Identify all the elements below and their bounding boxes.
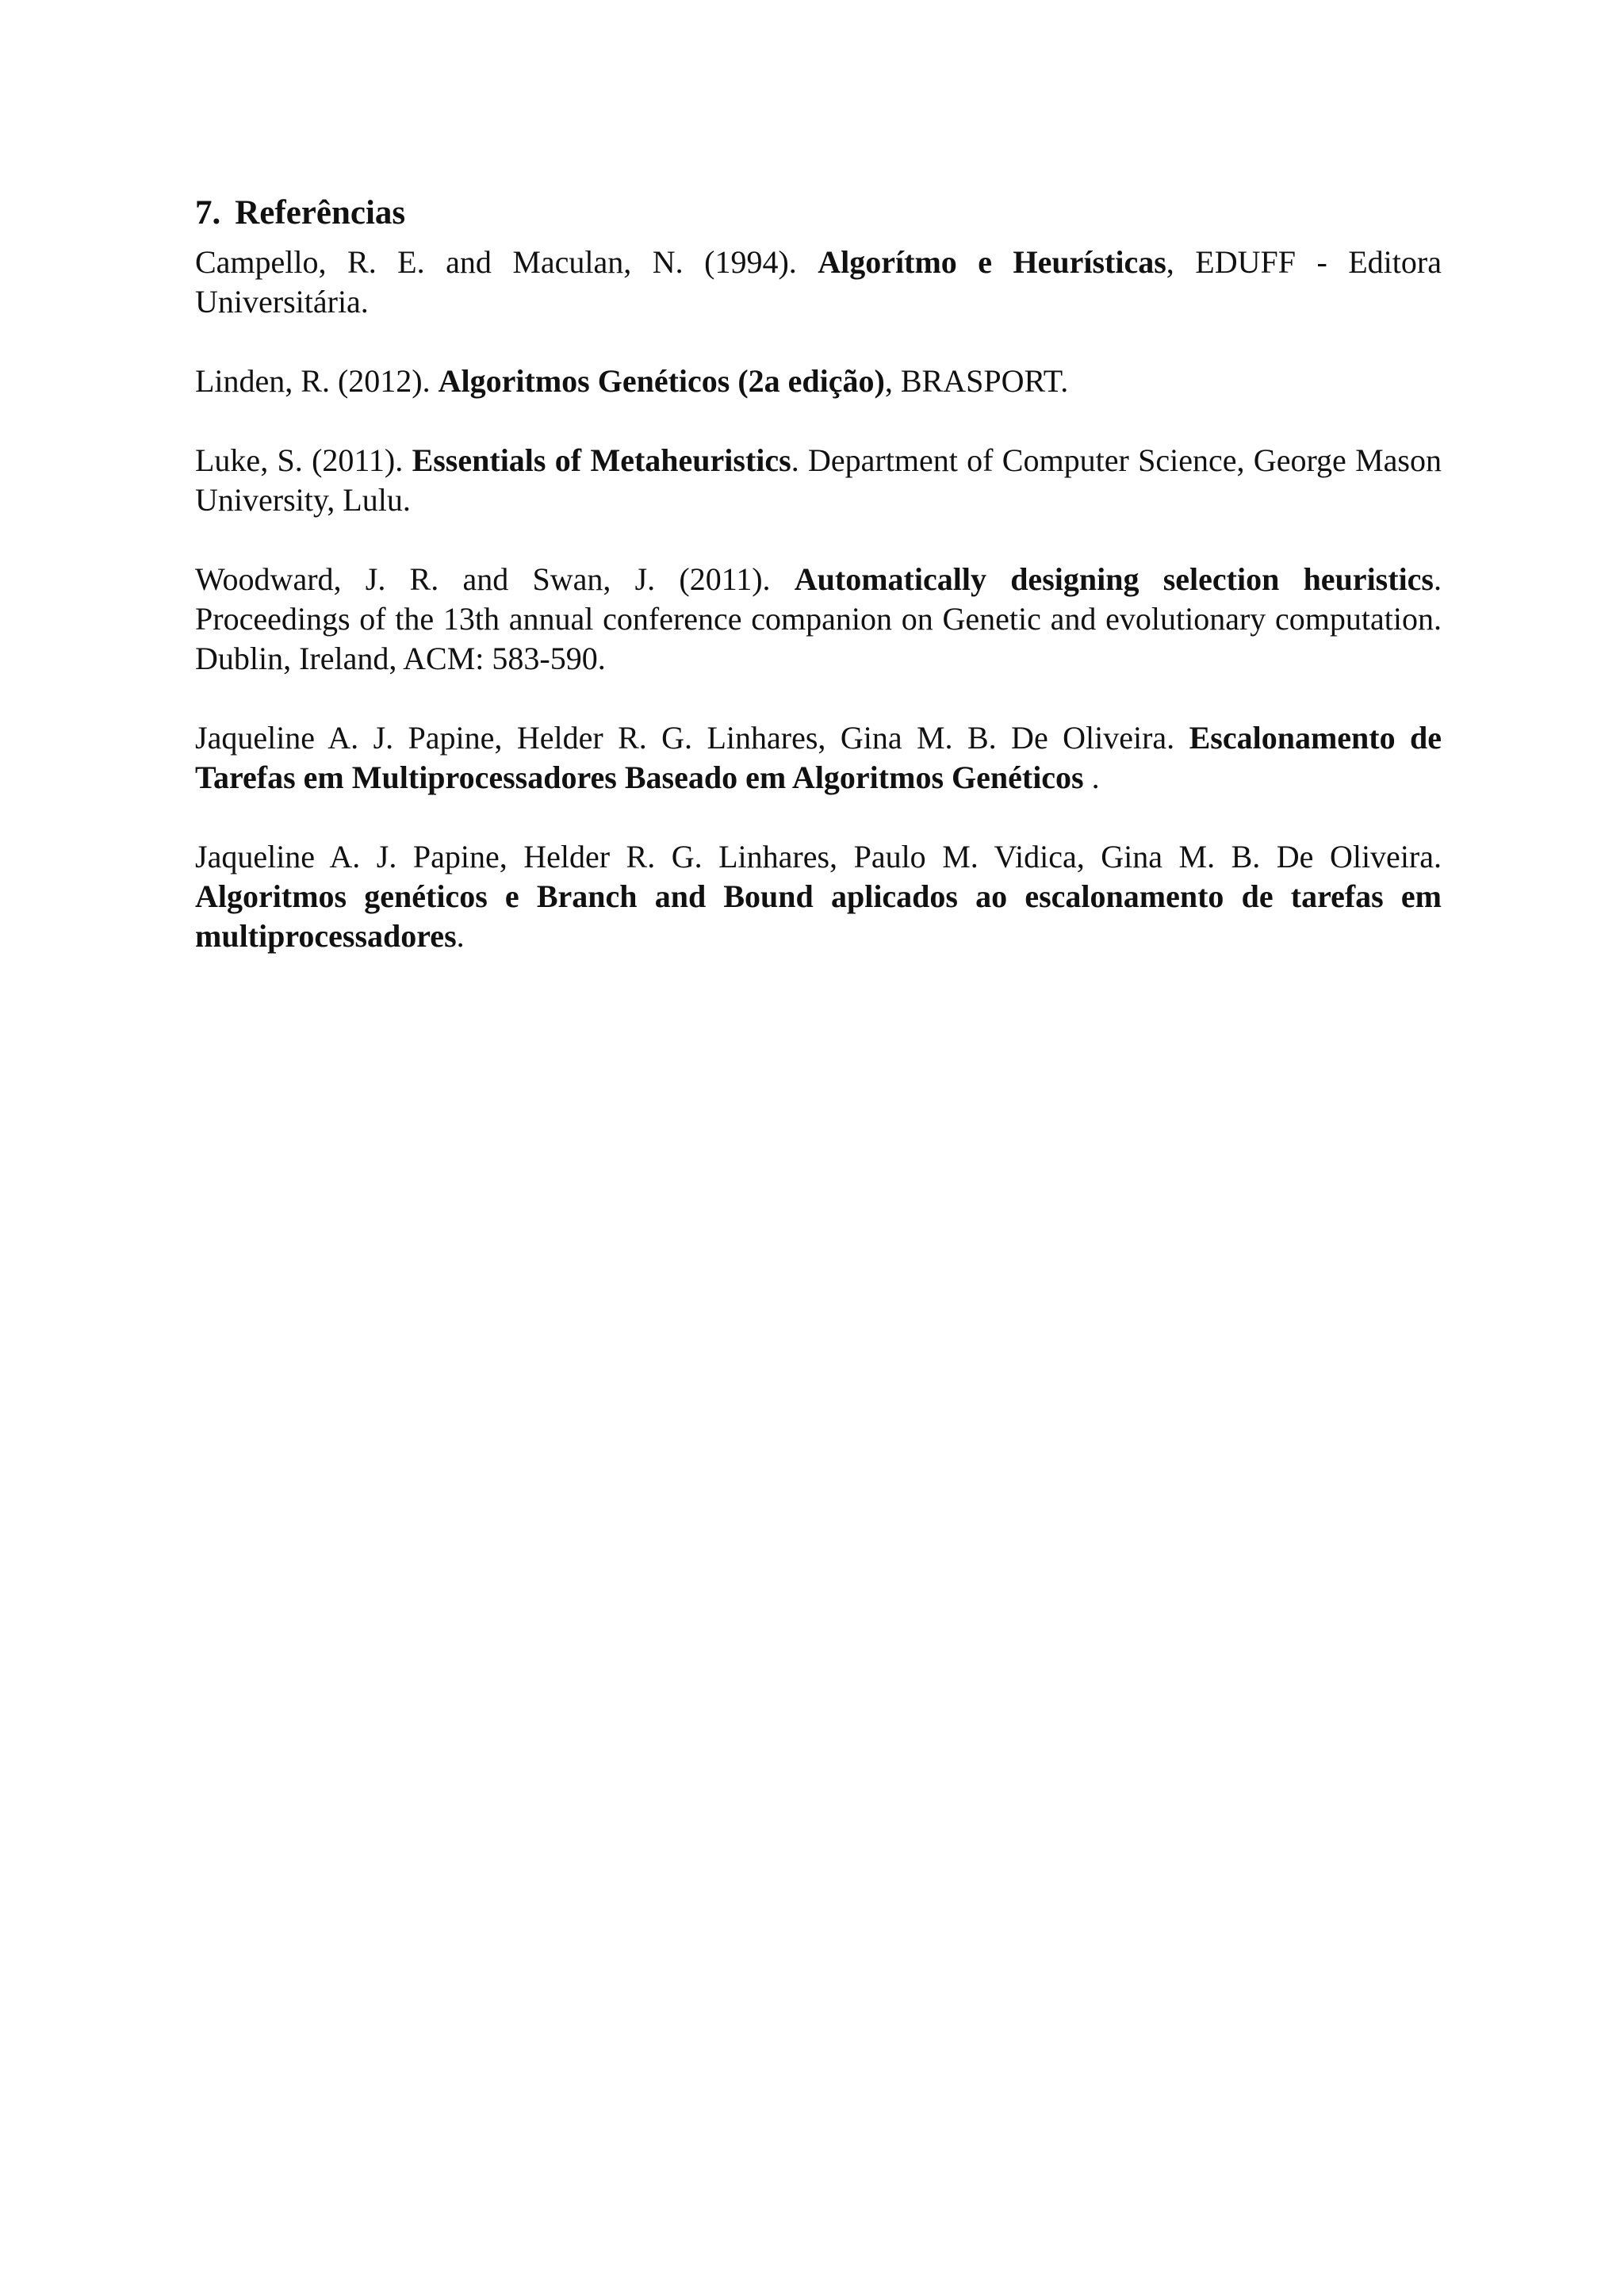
reference-authors: Linden, R. (2012). xyxy=(195,363,439,399)
reference-authors: Woodward, J. R. and Swan, J. (2011). xyxy=(195,561,795,597)
reference-authors: Jaqueline A. J. Papine, Helder R. G. Linhares, Paulo M. Vidica, Gina M. B. De Oliveira. xyxy=(195,839,1442,874)
reference-details: . Department of Computer Science, George Mason University, Lulu. xyxy=(195,442,1442,518)
reference-details: , EDUFF - Editora Universitária. xyxy=(195,244,1442,320)
reference-details: . xyxy=(1083,760,1100,795)
reference-authors: Luke, S. (2011). xyxy=(195,442,412,478)
reference-item xyxy=(195,718,1442,798)
section-heading xyxy=(195,190,1442,236)
reference-details: . xyxy=(456,918,465,954)
reference-authors: Campello, R. E. and Maculan, N. (1994). xyxy=(195,244,818,280)
reference-authors: Jaqueline A. J. Papine, Helder R. G. Linhares, Gina M. B. De Oliveira. xyxy=(195,720,1189,756)
reference-item xyxy=(195,441,1442,520)
reference-details: . Proceedings of the 13th annual conference companion on Genetic and evolutionary computation. Dublin, Ireland, ACM: 583-590. xyxy=(195,561,1442,676)
reference-title: Algoritmos genéticos e Branch and Bound aplicados ao escalonamento de tarefas em multiprocessadores xyxy=(195,878,1442,954)
reference-item xyxy=(195,837,1442,956)
reference-title: Automatically designing selection heuristics xyxy=(794,561,1434,597)
section-title: Referências xyxy=(235,194,406,232)
reference-details: , BRASPORT. xyxy=(884,363,1069,399)
page-content xyxy=(195,190,1442,996)
reference-title: Algorítmo e Heurísticas xyxy=(818,244,1166,280)
reference-item xyxy=(195,560,1442,679)
reference-title: Essentials of Metaheuristics xyxy=(412,442,791,478)
reference-item xyxy=(195,243,1442,322)
reference-title: Escalonamento de Tarefas em Multiprocessadores Baseado em Algoritmos Genéticos xyxy=(195,720,1442,795)
section-number: 7. xyxy=(195,194,221,232)
reference-item xyxy=(195,362,1442,401)
reference-title: Algoritmos Genéticos (2a edição) xyxy=(438,363,885,399)
